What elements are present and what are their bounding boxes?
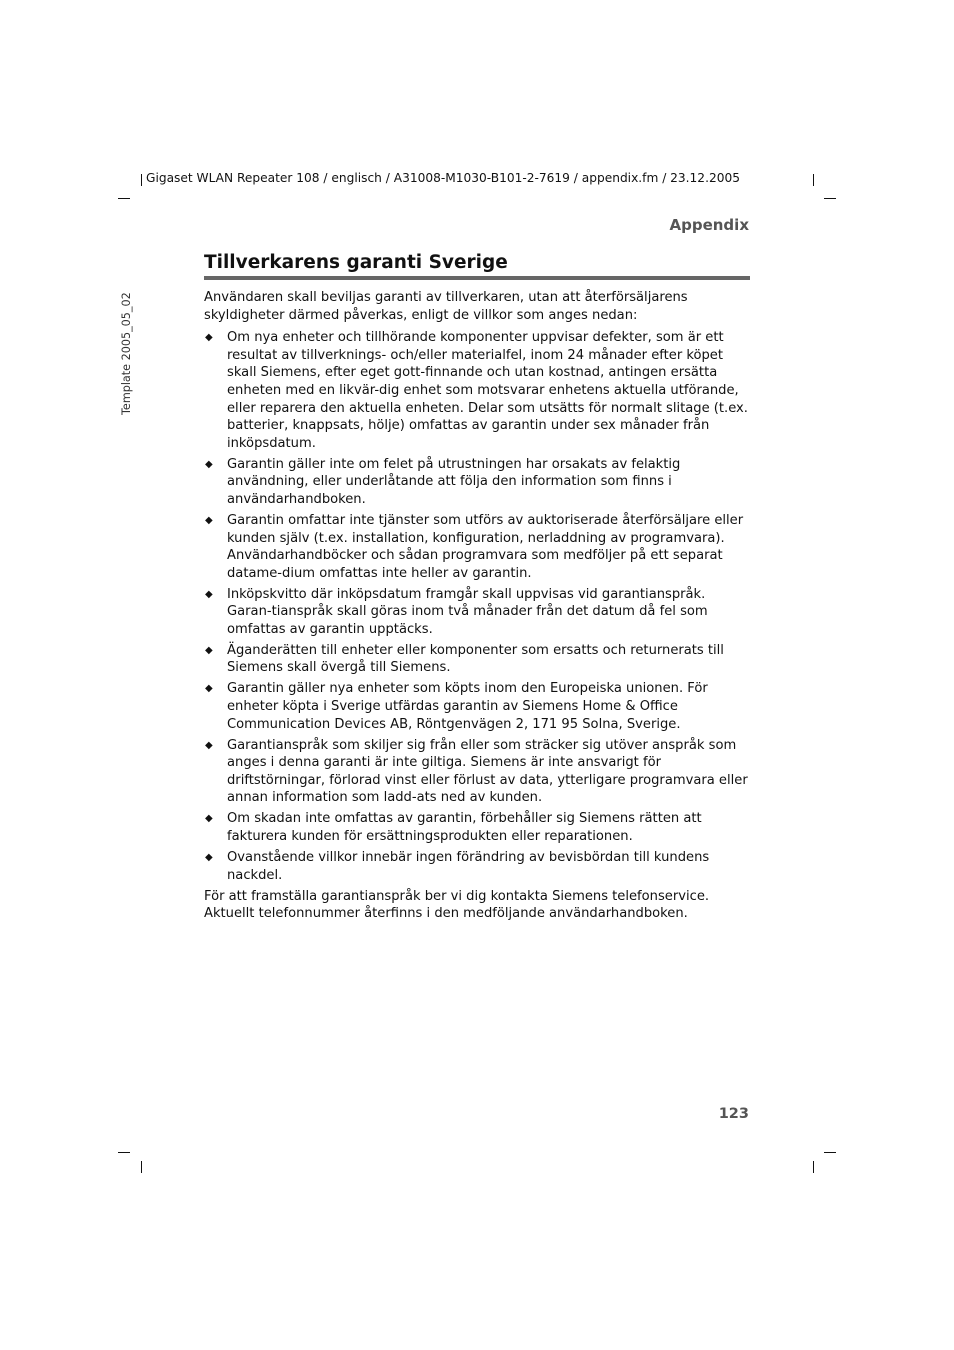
- warranty-terms-list: [204, 329, 750, 884]
- page-title: Tillverkarens garanti Sverige: [204, 252, 508, 273]
- list-item-text: Garantin omfattar inte tjänster som utförs av auktoriserade återförsäljare eller kunden själv (t.ex. installation, konfiguration, nerladdning av programvara). Användarhandböcker och sådan programvara som medföljer på ett separat datame-dium omfattas inte heller av garantin.: [227, 512, 744, 581]
- list-item-text: Garantianspråk som skiljer sig från eller som sträcker sig utöver anspråk som anges i denna garanti är inte giltiga. Siemens är inte ansvarigt för driftstörningar, förlorad vinst eller förlust av data, ytterligare programvara eller annan information som ladd-ats ned av kunden.: [227, 737, 748, 806]
- diamond-icon: ◆: [205, 332, 213, 344]
- list-item: [204, 512, 750, 582]
- crop-mark-bottom-right-horizontal: [824, 1152, 836, 1153]
- crop-mark-top-left-horizontal: [118, 198, 130, 199]
- closing-paragraph: För att framställa garantianspråk ber vi dig kontakta Siemens telefonservice. Aktuellt telefonnummer återfinns i den medföljande användarhandboken.: [204, 888, 710, 922]
- title-underline: [204, 276, 750, 280]
- list-item-text: Om nya enheter och tillhörande komponenter uppvisar defekter, som är ett resultat av tillverknings- och/eller materialfel, inom 24 månader efter köpet skall Siemens, efter eget gott-finnande och utan kostnad, antingen ersätta enheten med en likvär-dig enhet som motsvarar enhetens aktuella utförande, eller reparera den aktuella enheten. Delar som utsätts för normalt slitage (t.ex. batterier, knappsats, hölje) omfattas av garantin under sex månader från inköpsdatum.: [227, 330, 748, 451]
- list-item-text: Garantin gäller inte om felet på utrustningen har orsakats av felaktig användning, eller underlåtande att följa den information som finns i användarhandboken.: [227, 456, 681, 507]
- diamond-icon: ◆: [205, 644, 213, 656]
- diamond-icon: ◆: [205, 588, 213, 600]
- crop-mark-top-right-horizontal: [824, 198, 836, 199]
- list-item: [204, 737, 750, 807]
- list-item: [204, 680, 750, 733]
- crop-mark-top-left-vertical: [141, 174, 142, 186]
- diamond-icon: ◆: [205, 739, 213, 751]
- list-item: [204, 642, 750, 677]
- list-item: [204, 329, 750, 452]
- diamond-icon: ◆: [205, 683, 213, 695]
- list-item: [204, 586, 750, 639]
- list-item: [204, 456, 750, 509]
- template-label: Template 2005_05_02: [120, 292, 133, 415]
- main-content: [204, 289, 750, 923]
- list-item: [204, 849, 750, 884]
- diamond-icon: ◆: [205, 851, 213, 863]
- diamond-icon: ◆: [205, 813, 213, 825]
- intro-paragraph: Användaren skall beviljas garanti av tillverkaren, utan att återförsäljarens skyldigheter därmed påverkas, enligt de villkor som anges nedan:: [204, 290, 688, 323]
- crop-mark-bottom-right-vertical: [813, 1161, 814, 1173]
- list-item-text: Inköpskvitto där inköpsdatum framgår skall uppvisas vid garantianspråk. Garan-tianspråk skall göras inom två månader från det datum då fel som omfattas av garantin upptäcks.: [227, 586, 708, 637]
- list-item-text: Om skadan inte omfattas av garantin, förbehåller sig Siemens rätten att fakturera kunden för ersättningsprodukten eller reparationen.: [227, 811, 702, 844]
- section-label: Appendix: [669, 216, 749, 234]
- list-item-text: Ovanstående villkor innebär ingen förändring av bevisbördan till kundens nackdel.: [227, 849, 710, 883]
- diamond-icon: ◆: [205, 514, 213, 526]
- list-item-text: Äganderätten till enheter eller komponenter som ersatts och returnerats till Siemens skall övergå till Siemens.: [227, 642, 724, 676]
- crop-mark-bottom-left-horizontal: [118, 1152, 130, 1153]
- list-item: [204, 810, 750, 845]
- list-item-text: Garantin gäller nya enheter som köpts inom den Europeiska unionen. För enheter köpta i Sverige utfärdas garantin av Siemens Home & Office Communication Devices AB, Röntgenvägen 2, 171 95 Solna, Sverige.: [227, 681, 708, 732]
- document-info-header: Gigaset WLAN Repeater 108 / englisch / A31008-M1030-B101-2-7619 / appendix.fm / 23.12.2005: [146, 171, 740, 185]
- crop-mark-top-right-vertical: [813, 174, 814, 186]
- diamond-icon: ◆: [205, 458, 213, 470]
- crop-mark-bottom-left-vertical: [141, 1161, 142, 1173]
- page-number: 123: [718, 1106, 749, 1122]
